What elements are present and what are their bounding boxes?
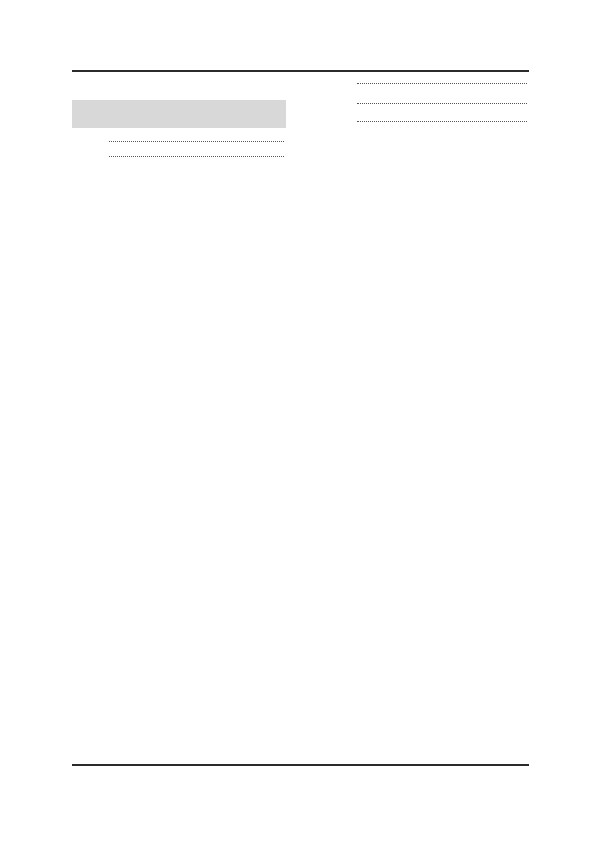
bottom-rule — [72, 764, 529, 766]
chapter-banner[interactable] — [72, 100, 286, 128]
toc-right-column — [320, 86, 529, 132]
top-rule — [72, 70, 529, 72]
toc-entry-3-4[interactable] — [320, 106, 529, 114]
toc-entry-3-1[interactable] — [72, 144, 286, 145]
toc-left-column — [72, 86, 286, 167]
toc-entry-3-2[interactable] — [72, 159, 286, 167]
toc-entry-3-5[interactable] — [320, 124, 529, 132]
toc-entry-3-3[interactable] — [320, 86, 529, 94]
